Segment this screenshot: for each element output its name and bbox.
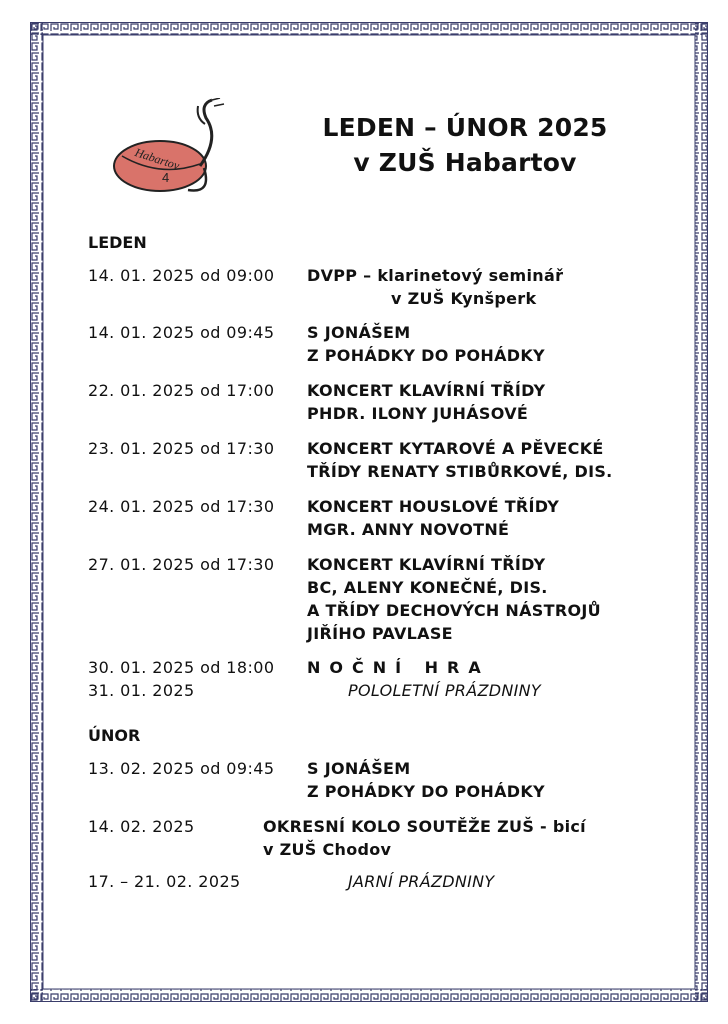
event-title (307, 553, 601, 645)
event-title (307, 321, 545, 367)
event-line: PHDR. ILONY JUHÁSOVÉ (307, 404, 529, 423)
svg-text:4: 4 (162, 170, 170, 185)
page-title: LEDEN – ÚNOR 2025 (322, 113, 608, 142)
event-date: 14. 01. 2025 od 09:45 (88, 323, 275, 342)
event-line: BC, ALENY KONEČNÉ, DIS. (307, 578, 548, 597)
event-line: JIŘÍHO PAVLASE (307, 624, 453, 643)
event-line: KONCERT KLAVÍRNÍ TŘÍDY (307, 555, 546, 574)
event-line: POLOLETNÍ PRÁZDNINY (348, 681, 541, 700)
event-line: OKRESNÍ KOLO SOUTĚŽE ZUŠ - bicí (263, 817, 586, 836)
event-line: TŘÍDY RENATY STIBŮRKOVÉ, DIS. (307, 462, 613, 481)
event-title (348, 679, 541, 702)
logo-text: Habartov (133, 145, 182, 173)
event-line: S JONÁŠEM (307, 323, 411, 342)
event-date: 13. 02. 2025 od 09:45 (88, 759, 275, 778)
event-line: v ZUŠ Kynšperk (391, 289, 537, 308)
event-line: Z POHÁDKY DO POHÁDKY (307, 346, 545, 365)
event-line: DVPP – klarinetový seminář (307, 266, 564, 285)
event-date: 22. 01. 2025 od 17:00 (88, 381, 275, 400)
event-line: A TŘÍDY DECHOVÝCH NÁSTROJŮ (307, 601, 601, 620)
event-date: 23. 01. 2025 od 17:30 (88, 439, 275, 458)
event-line: KONCERT KLAVÍRNÍ TŘÍDY (307, 381, 546, 400)
event-title (263, 815, 586, 861)
event-title (307, 757, 545, 803)
event-title (307, 264, 563, 310)
event-title (307, 379, 545, 425)
event-line: NOČNÍ HRA (307, 658, 490, 677)
event-date: 14. 02. 2025 (88, 817, 195, 836)
month-heading-unor: ÚNOR (88, 726, 141, 745)
event-line: S JONÁŠEM (307, 759, 411, 778)
event-line: KONCERT HOUSLOVÉ TŘÍDY (307, 497, 560, 516)
event-line: KONCERT KYTAROVÉ A PĚVECKÉ (307, 439, 604, 458)
event-line: MGR. ANNY NOVOTNÉ (307, 520, 510, 539)
event-line: JARNÍ PRÁZDNINY (348, 872, 495, 891)
event-date: 31. 01. 2025 (88, 681, 195, 700)
event-title (348, 870, 494, 893)
event-date: 30. 01. 2025 od 18:00 (88, 658, 275, 677)
event-date: 24. 01. 2025 od 17:30 (88, 497, 275, 516)
event-line: v ZUŠ Chodov (263, 840, 392, 859)
event-title (307, 437, 613, 483)
page-subtitle: v ZUŠ Habartov (353, 148, 577, 177)
event-date: 27. 01. 2025 od 17:30 (88, 555, 275, 574)
month-heading-leden: LEDEN (88, 233, 147, 252)
event-date: 17. – 21. 02. 2025 (88, 872, 241, 891)
event-date: 14. 01. 2025 od 09:00 (88, 266, 275, 285)
event-line: Z POHÁDKY DO POHÁDKY (307, 782, 545, 801)
swan-logo-icon (108, 98, 238, 204)
event-title (307, 656, 490, 679)
event-title (307, 495, 559, 541)
